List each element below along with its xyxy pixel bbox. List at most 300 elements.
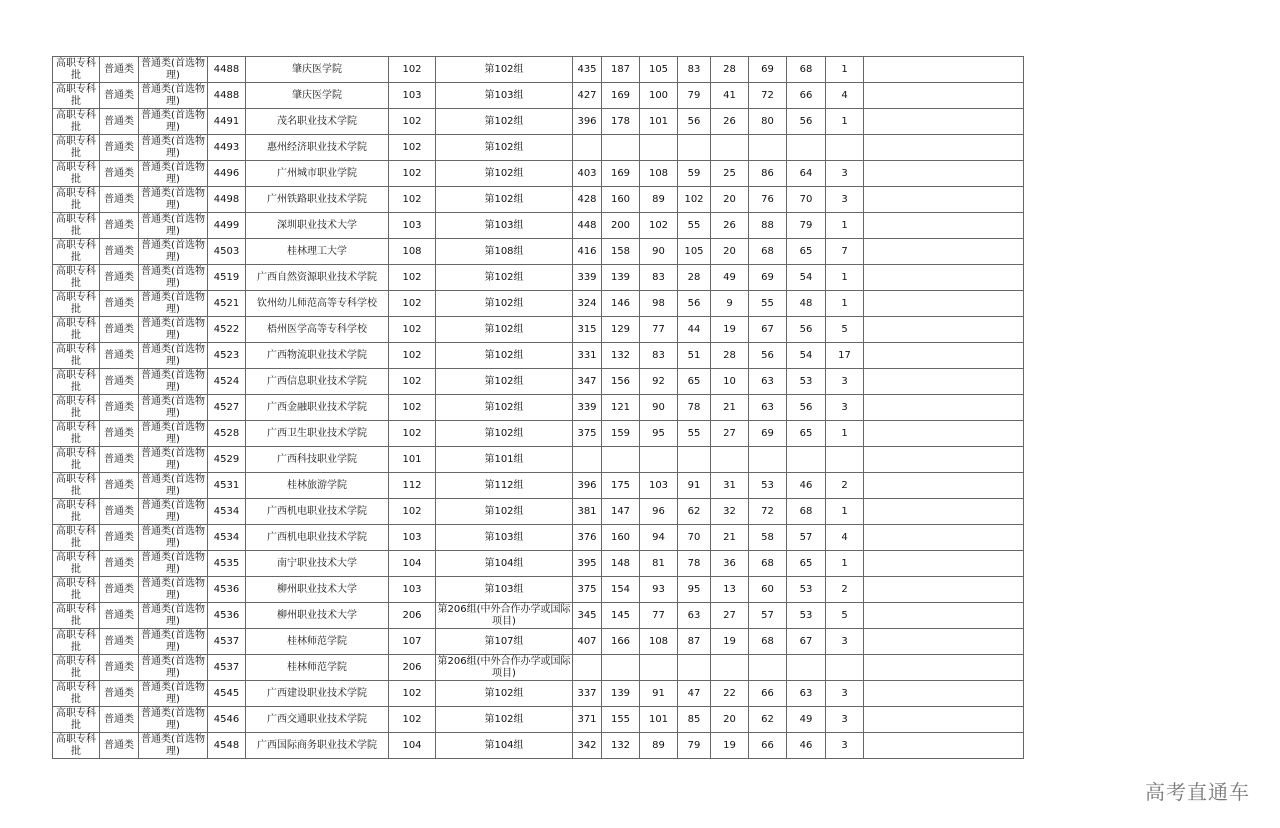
score-cell-4: 20 xyxy=(711,707,749,733)
extra-cell xyxy=(864,447,1024,473)
batch-cell: 高职专科批 xyxy=(53,161,100,187)
subject-cell: 普通类(首选物理) xyxy=(139,707,208,733)
group-name-cell: 第101组 xyxy=(436,447,573,473)
table-body xyxy=(53,57,1024,759)
group-name-cell: 第102组 xyxy=(436,291,573,317)
subject-cell: 普通类(首选物理) xyxy=(139,395,208,421)
rank-cell: 1 xyxy=(826,291,864,317)
total-score-cell: 395 xyxy=(573,551,602,577)
score-cell-2 xyxy=(640,447,678,473)
school-code-cell: 4537 xyxy=(208,655,246,681)
score-cell-6: 53 xyxy=(787,577,826,603)
score-cell-3: 83 xyxy=(678,57,711,83)
group-name-cell: 第102组 xyxy=(436,681,573,707)
score-cell-4: 13 xyxy=(711,577,749,603)
group-code-cell: 101 xyxy=(389,447,436,473)
score-cell-3: 59 xyxy=(678,161,711,187)
category-cell: 普通类 xyxy=(100,551,139,577)
score-cell-4: 10 xyxy=(711,369,749,395)
score-cell-3: 102 xyxy=(678,187,711,213)
school-name-cell: 广州城市职业学院 xyxy=(246,161,389,187)
subject-cell: 普通类(首选物理) xyxy=(139,577,208,603)
score-cell-1: 175 xyxy=(602,473,640,499)
rank-cell: 2 xyxy=(826,473,864,499)
group-code-cell: 102 xyxy=(389,135,436,161)
school-name-cell: 广西金融职业技术学院 xyxy=(246,395,389,421)
score-cell-4: 20 xyxy=(711,239,749,265)
score-cell-5: 63 xyxy=(749,395,787,421)
score-cell-5: 88 xyxy=(749,213,787,239)
total-score-cell: 403 xyxy=(573,161,602,187)
score-cell-6 xyxy=(787,135,826,161)
score-cell-5: 69 xyxy=(749,265,787,291)
extra-cell xyxy=(864,369,1024,395)
table-row xyxy=(53,733,1024,759)
score-cell-3: 79 xyxy=(678,733,711,759)
score-cell-2: 101 xyxy=(640,707,678,733)
score-cell-1: 129 xyxy=(602,317,640,343)
table-row xyxy=(53,447,1024,473)
group-code-cell: 102 xyxy=(389,317,436,343)
category-cell: 普通类 xyxy=(100,135,139,161)
category-cell: 普通类 xyxy=(100,343,139,369)
score-cell-1: 132 xyxy=(602,343,640,369)
category-cell: 普通类 xyxy=(100,421,139,447)
score-cell-1: 121 xyxy=(602,395,640,421)
score-cell-3: 70 xyxy=(678,525,711,551)
total-score-cell: 381 xyxy=(573,499,602,525)
group-name-cell: 第102组 xyxy=(436,395,573,421)
category-cell: 普通类 xyxy=(100,681,139,707)
school-code-cell: 4524 xyxy=(208,369,246,395)
school-code-cell: 4519 xyxy=(208,265,246,291)
total-score-cell: 448 xyxy=(573,213,602,239)
extra-cell xyxy=(864,733,1024,759)
table-row xyxy=(53,707,1024,733)
group-name-cell: 第102组 xyxy=(436,343,573,369)
score-cell-5: 68 xyxy=(749,551,787,577)
extra-cell xyxy=(864,655,1024,681)
batch-cell: 高职专科批 xyxy=(53,291,100,317)
score-cell-6: 66 xyxy=(787,83,826,109)
score-cell-2: 105 xyxy=(640,57,678,83)
subject-cell: 普通类(首选物理) xyxy=(139,135,208,161)
score-cell-2: 77 xyxy=(640,317,678,343)
subject-cell: 普通类(首选物理) xyxy=(139,83,208,109)
score-cell-2: 98 xyxy=(640,291,678,317)
category-cell: 普通类 xyxy=(100,57,139,83)
rank-cell: 3 xyxy=(826,733,864,759)
score-cell-3: 55 xyxy=(678,421,711,447)
score-cell-6: 70 xyxy=(787,187,826,213)
school-code-cell: 4521 xyxy=(208,291,246,317)
score-cell-5: 67 xyxy=(749,317,787,343)
rank-cell: 3 xyxy=(826,161,864,187)
total-score-cell: 345 xyxy=(573,603,602,629)
score-cell-4: 19 xyxy=(711,629,749,655)
group-code-cell: 102 xyxy=(389,395,436,421)
school-name-cell: 广西科技职业学院 xyxy=(246,447,389,473)
group-name-cell: 第102组 xyxy=(436,421,573,447)
score-cell-1: 178 xyxy=(602,109,640,135)
score-cell-5: 69 xyxy=(749,421,787,447)
score-cell-5: 53 xyxy=(749,473,787,499)
score-cell-6: 49 xyxy=(787,707,826,733)
score-cell-6: 46 xyxy=(787,473,826,499)
subject-cell: 普通类(首选物理) xyxy=(139,265,208,291)
score-cell-1: 160 xyxy=(602,525,640,551)
group-code-cell: 206 xyxy=(389,603,436,629)
score-cell-2: 95 xyxy=(640,421,678,447)
score-cell-1: 145 xyxy=(602,603,640,629)
score-cell-5 xyxy=(749,447,787,473)
rank-cell: 4 xyxy=(826,525,864,551)
category-cell: 普通类 xyxy=(100,629,139,655)
extra-cell xyxy=(864,83,1024,109)
subject-cell: 普通类(首选物理) xyxy=(139,187,208,213)
school-code-cell: 4523 xyxy=(208,343,246,369)
score-cell-4: 49 xyxy=(711,265,749,291)
score-cell-4: 19 xyxy=(711,317,749,343)
score-cell-4: 26 xyxy=(711,109,749,135)
group-name-cell: 第102组 xyxy=(436,109,573,135)
batch-cell: 高职专科批 xyxy=(53,551,100,577)
table-row xyxy=(53,83,1024,109)
score-cell-2: 96 xyxy=(640,499,678,525)
extra-cell xyxy=(864,707,1024,733)
total-score-cell xyxy=(573,135,602,161)
subject-cell: 普通类(首选物理) xyxy=(139,447,208,473)
score-cell-5: 72 xyxy=(749,499,787,525)
table-row xyxy=(53,395,1024,421)
score-cell-3: 85 xyxy=(678,707,711,733)
score-cell-4: 25 xyxy=(711,161,749,187)
subject-cell: 普通类(首选物理) xyxy=(139,629,208,655)
table-row xyxy=(53,265,1024,291)
score-cell-3 xyxy=(678,447,711,473)
group-name-cell: 第104组 xyxy=(436,733,573,759)
score-cell-2: 94 xyxy=(640,525,678,551)
score-cell-1: 146 xyxy=(602,291,640,317)
score-cell-3: 79 xyxy=(678,83,711,109)
batch-cell: 高职专科批 xyxy=(53,499,100,525)
total-score-cell: 396 xyxy=(573,109,602,135)
score-cell-2: 90 xyxy=(640,239,678,265)
group-code-cell: 104 xyxy=(389,733,436,759)
total-score-cell: 375 xyxy=(573,421,602,447)
group-name-cell: 第206组(中外合作办学或国际项目) xyxy=(437,655,571,679)
group-name-cell: 第103组 xyxy=(436,83,573,109)
extra-cell xyxy=(864,629,1024,655)
extra-cell xyxy=(864,421,1024,447)
batch-cell: 高职专科批 xyxy=(53,421,100,447)
subject-cell: 普通类(首选物理) xyxy=(139,57,208,83)
category-cell: 普通类 xyxy=(100,525,139,551)
subject-cell: 普通类(首选物理) xyxy=(139,681,208,707)
score-cell-5: 57 xyxy=(749,603,787,629)
total-score-cell: 347 xyxy=(573,369,602,395)
total-score-cell: 371 xyxy=(573,707,602,733)
score-cell-3: 44 xyxy=(678,317,711,343)
table-row xyxy=(53,577,1024,603)
group-code-cell: 102 xyxy=(389,707,436,733)
subject-cell: 普通类(首选物理) xyxy=(139,733,208,759)
extra-cell xyxy=(864,187,1024,213)
subject-cell: 普通类(首选物理) xyxy=(139,603,208,629)
school-code-cell: 4498 xyxy=(208,187,246,213)
school-code-cell: 4534 xyxy=(208,499,246,525)
school-name-cell: 广西国际商务职业技术学院 xyxy=(246,733,389,759)
total-score-cell: 428 xyxy=(573,187,602,213)
school-name-cell: 广西物流职业技术学院 xyxy=(246,343,389,369)
batch-cell: 高职专科批 xyxy=(53,239,100,265)
subject-cell: 普通类(首选物理) xyxy=(139,239,208,265)
subject-cell: 普通类(首选物理) xyxy=(139,317,208,343)
table-row xyxy=(53,213,1024,239)
subject-cell: 普通类(首选物理) xyxy=(139,473,208,499)
score-cell-6: 67 xyxy=(787,629,826,655)
score-cell-4: 31 xyxy=(711,473,749,499)
score-cell-3: 95 xyxy=(678,577,711,603)
category-cell: 普通类 xyxy=(100,655,139,681)
group-name-cell: 第102组 xyxy=(436,369,573,395)
group-name-cell: 第102组 xyxy=(436,135,573,161)
score-cell-5: 66 xyxy=(749,733,787,759)
group-code-cell: 102 xyxy=(389,421,436,447)
school-code-cell: 4493 xyxy=(208,135,246,161)
extra-cell xyxy=(864,603,1024,629)
group-name-cell: 第107组 xyxy=(436,629,573,655)
group-code-cell: 102 xyxy=(389,57,436,83)
extra-cell xyxy=(864,239,1024,265)
score-cell-5: 68 xyxy=(749,629,787,655)
table-row xyxy=(53,655,1024,681)
score-cell-6: 48 xyxy=(787,291,826,317)
score-cell-1: 132 xyxy=(602,733,640,759)
score-cell-3: 55 xyxy=(678,213,711,239)
school-code-cell: 4491 xyxy=(208,109,246,135)
score-cell-5: 56 xyxy=(749,343,787,369)
score-cell-4: 19 xyxy=(711,733,749,759)
score-cell-3 xyxy=(678,135,711,161)
rank-cell: 1 xyxy=(826,265,864,291)
group-code-cell: 102 xyxy=(389,291,436,317)
extra-cell xyxy=(864,135,1024,161)
school-code-cell: 4531 xyxy=(208,473,246,499)
score-cell-2: 102 xyxy=(640,213,678,239)
total-score-cell: 342 xyxy=(573,733,602,759)
group-name-cell: 第102组 xyxy=(436,161,573,187)
table-row xyxy=(53,317,1024,343)
batch-cell: 高职专科批 xyxy=(53,369,100,395)
table-row xyxy=(53,187,1024,213)
category-cell: 普通类 xyxy=(100,707,139,733)
category-cell: 普通类 xyxy=(100,395,139,421)
extra-cell xyxy=(864,395,1024,421)
group-code-cell: 102 xyxy=(389,369,436,395)
table-row xyxy=(53,473,1024,499)
watermark-logo: 高考直通车 xyxy=(1145,780,1250,804)
table-row xyxy=(53,629,1024,655)
extra-cell xyxy=(864,317,1024,343)
score-cell-2: 91 xyxy=(640,681,678,707)
group-name-cell: 第103组 xyxy=(436,577,573,603)
school-code-cell: 4522 xyxy=(208,317,246,343)
category-cell: 普通类 xyxy=(100,265,139,291)
rank-cell: 5 xyxy=(826,317,864,343)
category-cell: 普通类 xyxy=(100,473,139,499)
table-row xyxy=(53,603,1024,629)
category-cell: 普通类 xyxy=(100,603,139,629)
school-code-cell: 4545 xyxy=(208,681,246,707)
score-cell-1: 158 xyxy=(602,239,640,265)
score-cell-6: 53 xyxy=(787,603,826,629)
extra-cell xyxy=(864,525,1024,551)
score-cell-2 xyxy=(640,655,678,681)
score-cell-5: 80 xyxy=(749,109,787,135)
total-score-cell: 324 xyxy=(573,291,602,317)
group-code-cell: 103 xyxy=(389,83,436,109)
rank-cell xyxy=(826,135,864,161)
admission-score-table xyxy=(52,56,1024,759)
table-row xyxy=(53,109,1024,135)
score-cell-1: 147 xyxy=(602,499,640,525)
batch-cell: 高职专科批 xyxy=(53,473,100,499)
score-cell-2: 81 xyxy=(640,551,678,577)
category-cell: 普通类 xyxy=(100,577,139,603)
group-code-cell: 103 xyxy=(389,213,436,239)
category-cell: 普通类 xyxy=(100,733,139,759)
score-cell-1 xyxy=(602,655,640,681)
rank-cell: 1 xyxy=(826,421,864,447)
score-cell-2: 83 xyxy=(640,265,678,291)
table-row xyxy=(53,57,1024,83)
score-cell-6: 56 xyxy=(787,109,826,135)
group-code-cell: 102 xyxy=(389,109,436,135)
table-row xyxy=(53,525,1024,551)
school-name-cell: 南宁职业技术大学 xyxy=(246,551,389,577)
batch-cell: 高职专科批 xyxy=(53,525,100,551)
category-cell: 普通类 xyxy=(100,161,139,187)
school-name-cell: 茂名职业技术学院 xyxy=(246,109,389,135)
school-name-cell: 柳州职业技术大学 xyxy=(246,603,389,629)
total-score-cell: 376 xyxy=(573,525,602,551)
score-cell-2: 89 xyxy=(640,733,678,759)
score-cell-1: 200 xyxy=(602,213,640,239)
score-cell-1: 169 xyxy=(602,161,640,187)
school-code-cell: 4496 xyxy=(208,161,246,187)
school-code-cell: 4535 xyxy=(208,551,246,577)
subject-cell: 普通类(首选物理) xyxy=(139,421,208,447)
batch-cell: 高职专科批 xyxy=(53,707,100,733)
subject-cell: 普通类(首选物理) xyxy=(139,291,208,317)
score-cell-2: 103 xyxy=(640,473,678,499)
score-cell-5: 76 xyxy=(749,187,787,213)
school-name-cell: 钦州幼儿师范高等专科学校 xyxy=(246,291,389,317)
school-name-cell: 广西交通职业技术学院 xyxy=(246,707,389,733)
category-cell: 普通类 xyxy=(100,187,139,213)
score-cell-5: 69 xyxy=(749,57,787,83)
school-name-cell: 广西自然资源职业技术学院 xyxy=(246,265,389,291)
score-cell-2: 100 xyxy=(640,83,678,109)
score-cell-4 xyxy=(711,135,749,161)
extra-cell xyxy=(864,681,1024,707)
score-cell-3: 78 xyxy=(678,551,711,577)
total-score-cell: 339 xyxy=(573,265,602,291)
extra-cell xyxy=(864,109,1024,135)
score-cell-5: 63 xyxy=(749,369,787,395)
school-name-cell: 广州铁路职业技术学院 xyxy=(246,187,389,213)
score-cell-6: 46 xyxy=(787,733,826,759)
score-cell-2: 101 xyxy=(640,109,678,135)
category-cell: 普通类 xyxy=(100,447,139,473)
score-cell-6: 54 xyxy=(787,265,826,291)
score-cell-2: 77 xyxy=(640,603,678,629)
rank-cell: 3 xyxy=(826,707,864,733)
table-row xyxy=(53,551,1024,577)
school-code-cell: 4503 xyxy=(208,239,246,265)
group-code-cell: 102 xyxy=(389,187,436,213)
extra-cell xyxy=(864,551,1024,577)
score-cell-5: 72 xyxy=(749,83,787,109)
rank-cell: 1 xyxy=(826,109,864,135)
batch-cell: 高职专科批 xyxy=(53,135,100,161)
extra-cell xyxy=(864,213,1024,239)
school-name-cell: 广西机电职业技术学院 xyxy=(246,525,389,551)
group-name-cell: 第102组 xyxy=(436,57,573,83)
batch-cell: 高职专科批 xyxy=(53,83,100,109)
batch-cell: 高职专科批 xyxy=(53,187,100,213)
group-name-cell: 第102组 xyxy=(436,707,573,733)
table-row xyxy=(53,421,1024,447)
score-cell-1: 154 xyxy=(602,577,640,603)
batch-cell: 高职专科批 xyxy=(53,629,100,655)
score-cell-5: 68 xyxy=(749,239,787,265)
subject-cell: 普通类(首选物理) xyxy=(139,109,208,135)
school-code-cell: 4546 xyxy=(208,707,246,733)
score-cell-6 xyxy=(787,447,826,473)
rank-cell xyxy=(826,655,864,681)
rank-cell: 1 xyxy=(826,499,864,525)
score-cell-1: 148 xyxy=(602,551,640,577)
batch-cell: 高职专科批 xyxy=(53,317,100,343)
rank-cell: 1 xyxy=(826,57,864,83)
group-name-cell: 第104组 xyxy=(436,551,573,577)
score-cell-2 xyxy=(640,135,678,161)
rank-cell: 3 xyxy=(826,629,864,655)
rank-cell: 5 xyxy=(826,603,864,629)
category-cell: 普通类 xyxy=(100,369,139,395)
score-cell-6: 63 xyxy=(787,681,826,707)
total-score-cell: 435 xyxy=(573,57,602,83)
score-cell-3: 65 xyxy=(678,369,711,395)
total-score-cell: 315 xyxy=(573,317,602,343)
school-code-cell: 4499 xyxy=(208,213,246,239)
batch-cell: 高职专科批 xyxy=(53,343,100,369)
score-cell-5: 86 xyxy=(749,161,787,187)
rank-cell: 17 xyxy=(826,343,864,369)
score-cell-4: 9 xyxy=(711,291,749,317)
subject-cell: 普通类(首选物理) xyxy=(139,499,208,525)
school-name-cell: 广西机电职业技术学院 xyxy=(246,499,389,525)
score-cell-1: 139 xyxy=(602,265,640,291)
group-code-cell: 102 xyxy=(389,265,436,291)
score-cell-1: 169 xyxy=(602,83,640,109)
group-name-cell: 第102组 xyxy=(436,265,573,291)
table-row xyxy=(53,681,1024,707)
score-cell-5 xyxy=(749,135,787,161)
group-code-cell: 206 xyxy=(389,655,436,681)
